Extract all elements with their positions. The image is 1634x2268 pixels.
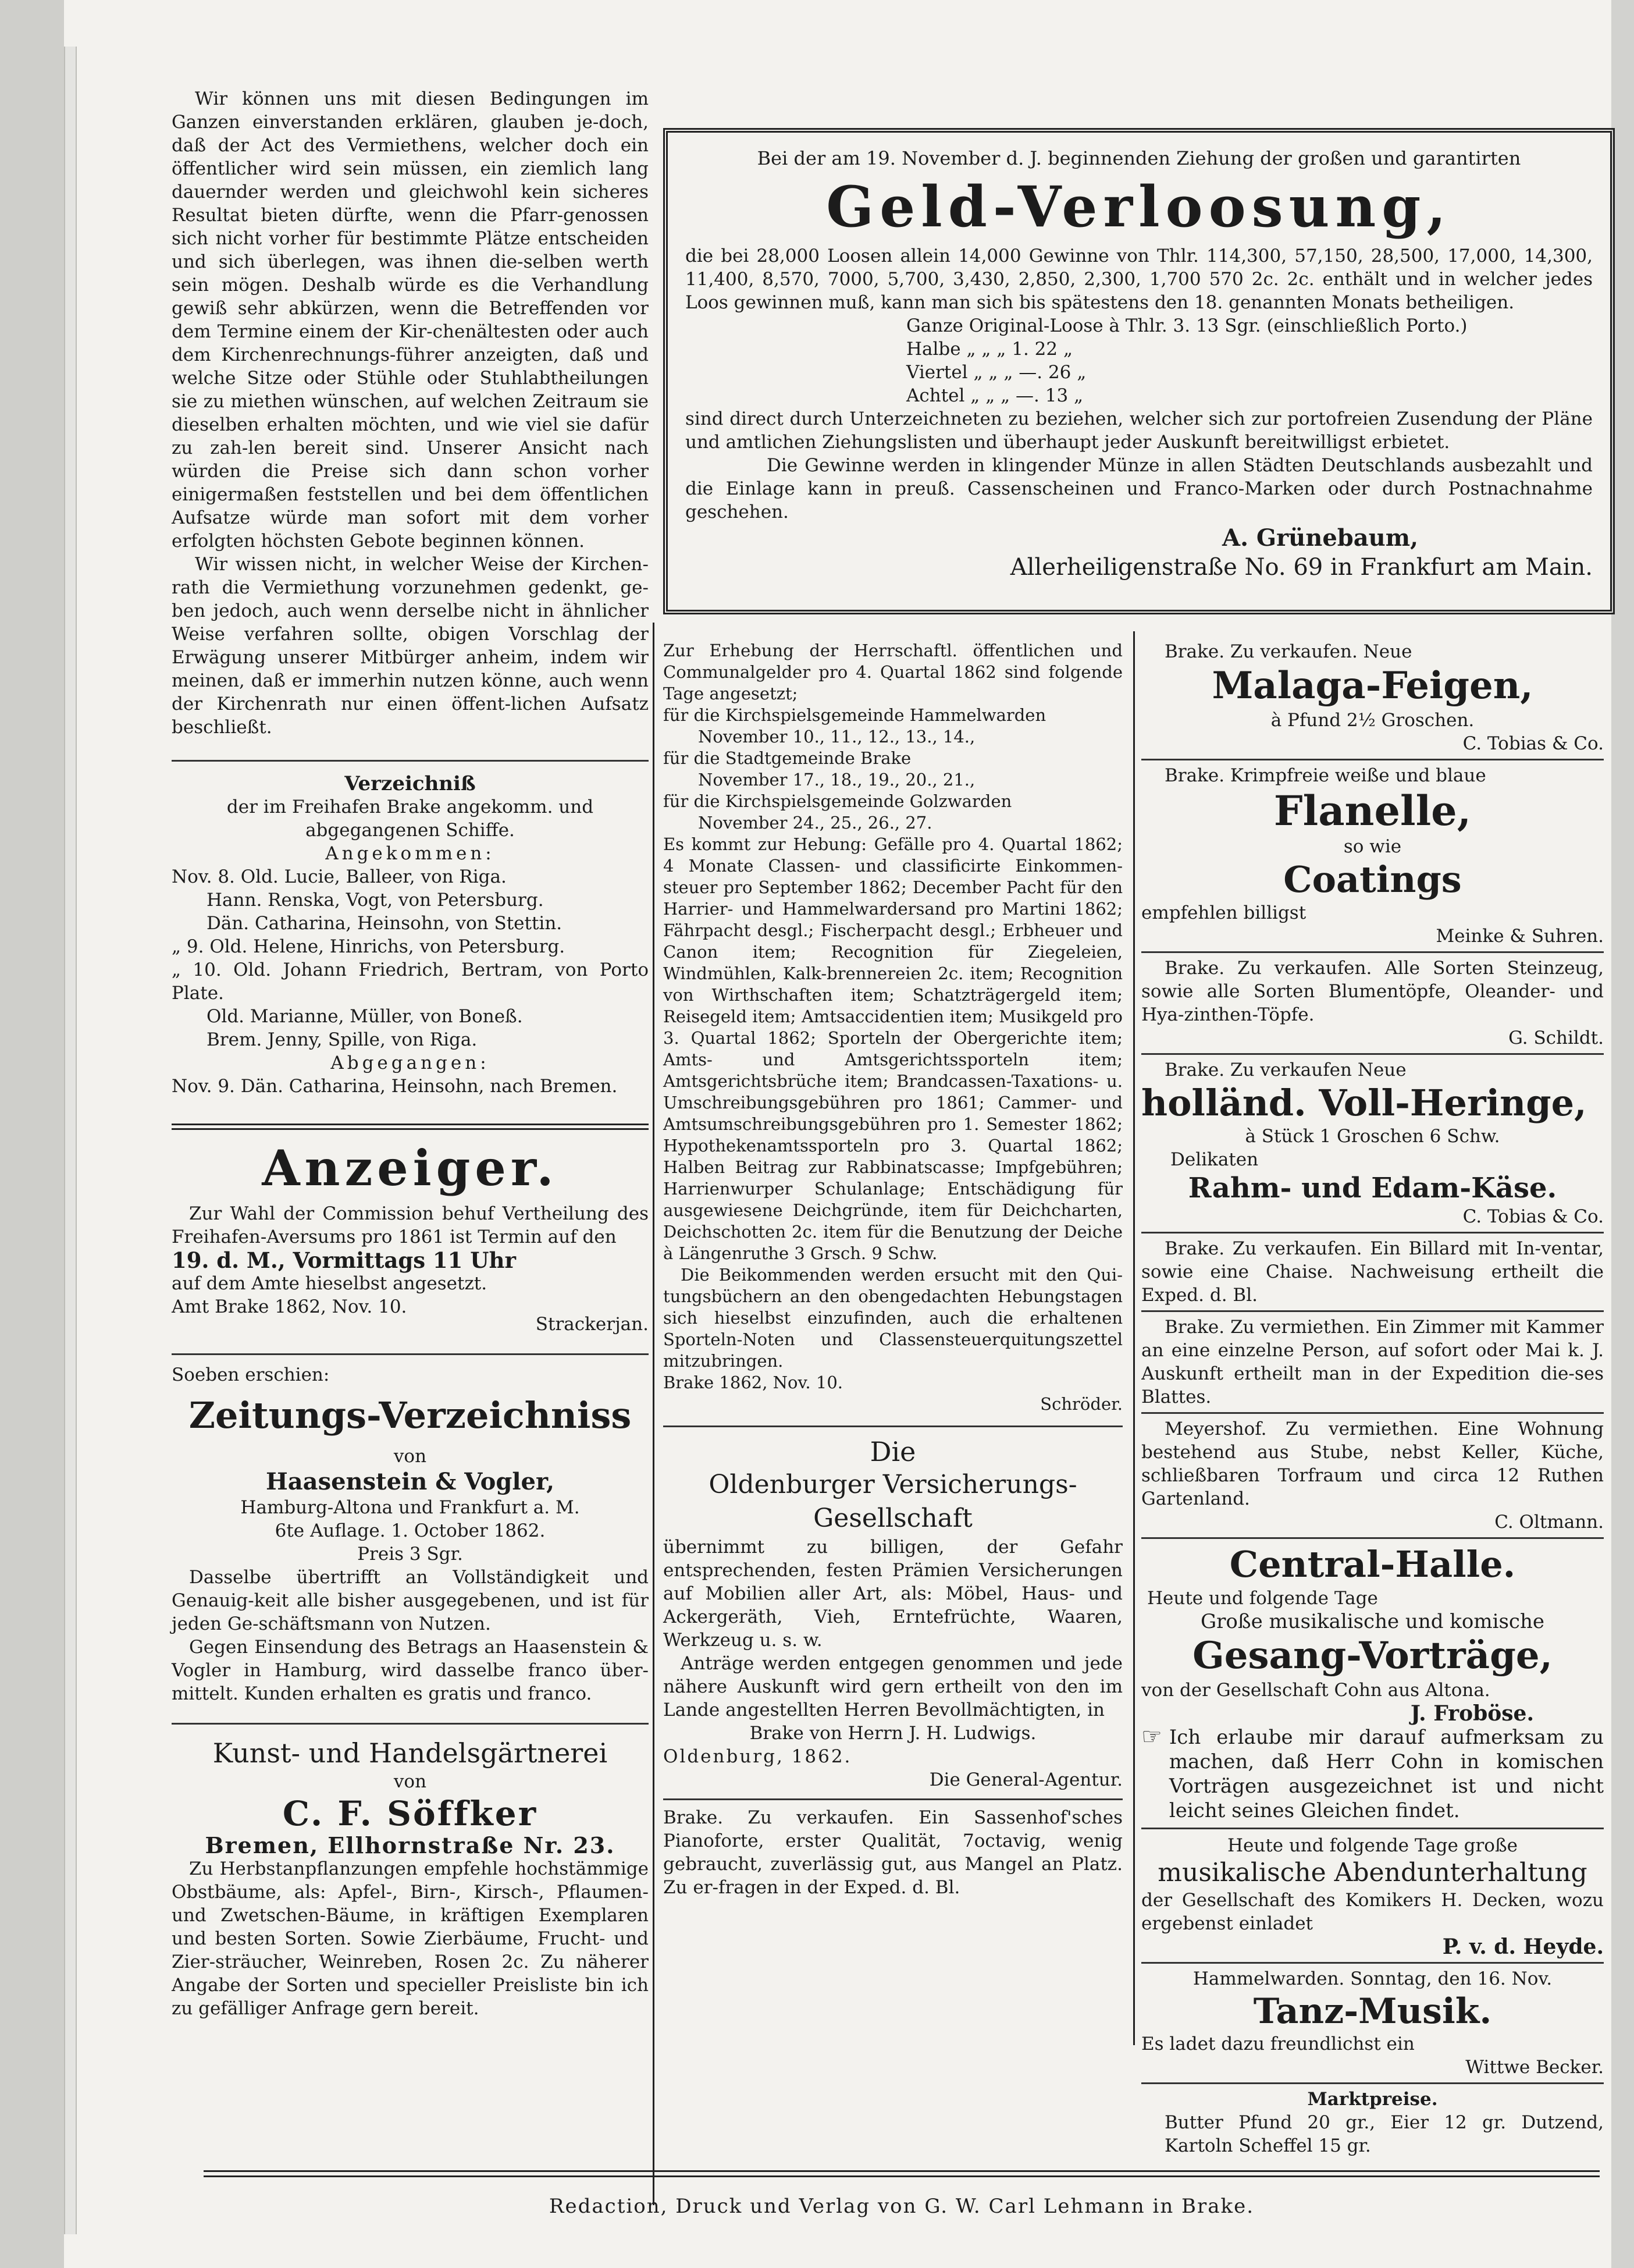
lottery-address: Allerheiligenstraße No. 69 in Frankfurt am Main. [1010, 554, 1593, 581]
zv-text: Dasselbe übertrifft an Vollständigkeit und Genauig-keit alle bisher ausgegebenen, und ist für jeden Ge-schäftsmann von Nutzen. [172, 1567, 649, 1634]
tax-place-date: Brake 1862, Nov. 10. [663, 1373, 843, 1392]
heringe-title: holländ. Voll-Heringe, [1141, 1082, 1587, 1124]
article-paragraph: Wir können uns mit diesen Bedingungen im Ganzen einverstanden erklären, glauben je-doch, daß der Act des Vermiethens, welcher doch ein öffentlicher wird sein müssen, ein ziemlich lang dauernder werden und gleichwohl kein sicheres Resultat bieten dürfte, wenn die Pfarr-genossen sich nicht vorher für bestimmte Plätze entscheiden und sich überlegen, was ihnen die-selben werth sein mögen. Deshalb würde es die Verhandlung gewiß sehr abkürzen, wenn die Betreffenden vor dem Termine einem der Kir-chenältesten oder auch dem Kirchenrechnungs-führer anzeigten, daß und welche Sitze oder Stühle oder Stuhlabtheilungen sie zu miethen wünschen, auf welchen Zeitraum sie dieselben erhalten möchten, und wie viel sie dafür zu zah-len bereit sind. Unserer Ansicht nach würden die Preise sich dann schon vorher einigermaßen feststellen und bei dem öffentlichen Aufsatze würde man sofort mit dem vorher erfolgten höchsten Gebote beginnen können. [172, 88, 649, 552]
ship-entry: Old. Marianne, Müller, von Boneß. [207, 1006, 523, 1027]
lottery-text: Die Gewinne werden in klingender Münze in allen Städten Deutschlands ausbezahlt und die Einlage kann in preuß. Cassenscheinen und Franco-Marken oder durch Postnachnahme geschehen. [685, 455, 1593, 522]
steinzeug-sign: G. Schildt. [1508, 1028, 1604, 1048]
heringe-delikaten: Delikaten [1170, 1149, 1259, 1170]
binding-strip [64, 47, 77, 2234]
ship-list-title: Verzeichniß [344, 772, 476, 795]
tax-date-line: für die Kirchspielsgemeinde Golzwarden [663, 791, 1012, 811]
amt-date: 19. d. M., Vormittags 11 Uhr [172, 1247, 516, 1273]
lottery-ad-frame [663, 128, 1615, 614]
tax-notice: Zur Erhebung der Herrschaftl. öffentlichen und Communalgelder pro 4. Quartal 1862 sind folgende Tage angesetzt; [663, 641, 1123, 703]
amt-place-date: Amt Brake 1862, Nov. 10. [172, 1296, 407, 1317]
ship-entry: Hann. Renska, Vogt, von Petersburg. [207, 890, 544, 911]
tax-items: Es kommt zur Hebung: Gefälle pro 4. Quartal 1862; 4 Monate Classen- und classificirte Einkommen-steuer pro September 1862; December Pacht für den Harrier- und Hammelwardersand pro Martini 1862; Fährpacht desgl.; Fischerpacht desgl.; Erbheuer und Canon item; Recognition für Ziegeleien, Windmühlen, Kalk-brennereien 2c. item; Recognition von Wirthschaften item; Schatzträgergeld item; Reisegeld item; Amtsaccidentien item; Musikgeld pro 3. Quartal 1862; Sporteln der Obergerichte item; Amts- und Amtsgerichtssporteln item; Amtsgerichtsbrüche item; Brandcassen-Taxations- u. Umschreibungsgebühren pro 1861; Cammer- und Amtsumschreibungsgebühren pro 1. Semester 1862; Hypothekenamtssporteln pro 3. Quartal 1862; Halben Beitrag zur Rabbinatscasse; Impfgebühren; Harrienwurper Schulanlage; Entschädigung für ausgewiesene Deichgründe, item für Deichcharten, Deichschotten 2c. item für die Benutzung der Deiche à Längenruthe 3 Grsch. 9 Schw. [663, 834, 1123, 1263]
gt-name: C. F. Söffker [282, 1794, 538, 1833]
gt-text: Zu Herbstanpflanzungen empfehle hochstämmige Obstbäume, als: Apfel-, Birn-, Kirsch-, Pflaumen- und Zwetschen-Bäume, in kräftigen Exemplaren und besten Sorten. Sowie Zierbäume, Frucht- und Zier-sträucher, Weinreben, Rosen 2c. Zu näherer Angabe der Sorten und specieller Preisliste bin ich zu gefälliger Anfrage gern bereit. [172, 1858, 649, 2019]
malaga-sign: C. Tobias & Co. [1462, 733, 1604, 754]
imprint: Redaction, Druck und Verlag von G. W. Carl Lehmann in Brake. [549, 2195, 1255, 2218]
flanell-title: Flanelle, [1273, 787, 1472, 835]
divider [1141, 951, 1604, 953]
anzeiger-heading: Anzeiger. [262, 1139, 558, 1197]
heringe-head: Brake. Zu verkaufen Neue [1165, 1060, 1407, 1080]
divider [1141, 1828, 1604, 1829]
column-right [1141, 640, 1604, 2157]
abend-sub: Heute und folgende Tage große [1227, 1835, 1518, 1856]
gt-title: Kunst- und Handelsgärtnerei [212, 1737, 608, 1769]
zv-title: Zeitungs-Verzeichniss [188, 1394, 632, 1437]
tax-dates [663, 705, 1123, 834]
footer-rule [204, 2170, 1600, 2177]
tax-date-line: November 17., 18., 19., 20., 21., [698, 770, 976, 790]
divider [1141, 1962, 1604, 1964]
tax-notice: Die Beikommenden werden ersucht mit den Qui-tungsbüchern an den obengedachten Hebungstagen sich hieselbst einzufinden, auch die erhaltenen Sporteln-Noten und Classensteuerquitungszettel mitzubringen. [663, 1265, 1123, 1371]
malaga-title: Malaga-Feigen, [1212, 664, 1533, 708]
markt-text: Butter Pfund 20 gr., Eier 12 gr. Dutzend, Kartoln Scheffel 15 gr. [1165, 2112, 1604, 2156]
ins-place: Oldenburg, 1862. [663, 1746, 852, 1767]
centralhalle-note: Ich erlaube mir darauf aufmerksam zu machen, daß Herr Cohn in komischen Vorträgen ausgezeichnet ist und nicht leicht seines Gleichen findet. [1169, 1726, 1604, 1822]
centralhalle-note-row [1141, 1725, 1604, 1823]
pointing-hand-icon: ☞ [1141, 1723, 1162, 1750]
column-rule [653, 623, 654, 2205]
centralhalle-title: Central-Halle. [1229, 1543, 1516, 1586]
gt-von: von [393, 1771, 427, 1792]
gt-place: Bremen, Ellhornstraße Nr. 23. [205, 1832, 615, 1858]
billard-ad: Brake. Zu verkaufen. Ein Billard mit In-ventar, sowie eine Chaise. Nachweisung ertheilt die Exped. d. Bl. [1141, 1238, 1604, 1306]
zv-place: Hamburg-Altona und Frankfurt a. M. [240, 1497, 580, 1518]
amt-notice: auf dem Amte hieselbst angesetzt. [172, 1273, 487, 1294]
ins-text: übernimmt zu billigen, der Gefahr entsprechenden, festen Prämien Versicherungen auf Mobilien aller Art, als: Möbel, Haus- und Ackergeräth, Vieh, Erntefrüchte, Waaren, Werkzeug u. s. w. [663, 1537, 1123, 1651]
flanell-sowie: so wie [1343, 836, 1402, 857]
divider [1141, 1232, 1604, 1233]
divider [1141, 759, 1604, 760]
ship-entry: „ 10. Old. Johann Friedrich, Bertram, von Porto Plate. [172, 959, 649, 1004]
piano-ad: Brake. Zu verkaufen. Ein Sassenhof'sches Pianoforte, erster Qualität, 7octavig, wenig gebraucht, zuverlässig gut, aus Mangel an Platz. Zu er-fragen in der Exped. d. Bl. [663, 1807, 1123, 1898]
tax-date-line: November 24., 25., 26., 27. [698, 813, 932, 833]
zv-intro: Soeben erschien: [172, 1364, 330, 1385]
heringe-price: à Stück 1 Groschen 6 Schw. [1245, 1126, 1500, 1147]
divider [1141, 1310, 1604, 1312]
tanz-text: Es ladet dazu freundlichst ein [1141, 2034, 1415, 2054]
tanz-head: Hammelwarden. Sonntag, den 16. Nov. [1192, 1968, 1553, 1989]
tanz-title: Tanz-Musik. [1253, 1991, 1492, 2032]
zv-von: von [393, 1446, 427, 1467]
abend-text: der Gesellschaft des Komikers H. Decken, wozu ergebenst einladet [1141, 1890, 1604, 1934]
ins-signature: Die General-Agentur. [929, 1769, 1123, 1790]
ins-title: Oldenburger Versicherungs-Gesellschaft [709, 1470, 1077, 1533]
ship-entry: Dän. Catharina, Heinsohn, von Stettin. [207, 913, 563, 934]
gesang-title: Gesang-Vorträge, [1192, 1634, 1553, 1677]
lottery-text: die bei 28,000 Loosen allein 14,000 Gewinne von Thlr. 114,300, 57,150, 28,500, 17,000, 14,300, 11,400, 8,570, 7000, 5,700, 3,430, 2,850, 2,300, 1,700 570 2c. 2c. enthält und in welcher jedes Loos gewinnen muß, kann man sich bis spätestens den 18. genannten Monats betheiligen. [685, 246, 1593, 313]
column-middle [663, 640, 1123, 1899]
tax-date-line: für die Stadtgemeinde Brake [663, 748, 912, 768]
lottery-price: Halbe „ „ „ 1. 22 „ [906, 339, 1073, 360]
lottery-price: Viertel „ „ „ —. 26 „ [906, 362, 1087, 383]
lottery-sign: A. Grünebaum, [1222, 524, 1418, 552]
ship-entry: Brem. Jenny, Spille, von Riga. [207, 1029, 478, 1050]
ship-entry: „ 9. Old. Helene, Hinrichs, von Petersburg. [172, 936, 565, 957]
steinzeug-ad: Brake. Zu verkaufen. Alle Sorten Steinzeug, sowie alle Sorten Blumentöpfe, Oleander- und Hya-zinthen-Töpfe. [1141, 958, 1604, 1025]
zv-price: Preis 3 Sgr. [357, 1544, 463, 1565]
flanell-text: empfehlen billigst [1141, 902, 1307, 923]
lottery-title: Geld-Verloosung, [826, 174, 1452, 240]
amt-signature: Strackerjan. [535, 1314, 649, 1335]
flanell-sign: Meinke & Suhren. [1436, 926, 1604, 947]
malaga-head: Brake. Zu verkaufen. Neue [1165, 641, 1412, 662]
zv-text: Gegen Einsendung des Betrags an Haasenstein & Vogler in Hamburg, wird dasselbe franco über-mittelt. Kunden erhalten es gratis und franco. [172, 1637, 649, 1704]
arrived-label: Angekommen: [325, 843, 495, 864]
centralhalle-sign: J. Froböse. [1410, 1701, 1534, 1726]
ins-agent: Brake von Herrn J. H. Ludwigs. [749, 1723, 1037, 1744]
amt-signature-row [172, 1295, 649, 1336]
divider [663, 1426, 1123, 1427]
lottery-price: Ganze Original-Loose à Thlr. 3. 13 Sgr. (einschließlich Porto.) [906, 315, 1468, 336]
ins-die: Die [870, 1436, 916, 1467]
tax-signature: Schröder. [1040, 1394, 1123, 1414]
article-paragraph: Wir wissen nicht, in welcher Weise der Kirchen-rath die Vermiethung vorzunehmen gedenkt, ge-ben jedoch, auch wenn derselbe nicht in ähnlicher Weise verfahren sollte, obigen Vorschlag der Erwägung unserer Mitbürger anheim, indem wir meinen, daß er immerhin nutzen könne, auch wenn der Kirchenrath nur einen öffent-lichen Aufsatz beschließt. [172, 554, 649, 738]
zimmer-ad: Brake. Zu vermiethen. Ein Zimmer mit Kammer an eine einzelne Person, auf sofort oder Mai k. J. Auskunft ertheilt man in der Expedition die-ses Blattes. [1141, 1317, 1604, 1407]
departed-label: Abgegangen: [330, 1053, 490, 1073]
divider [172, 1353, 649, 1355]
meyershof-sign: C. Oltmann. [1494, 1512, 1604, 1533]
markt-title: Marktpreise. [1307, 2089, 1438, 2110]
ship-entry: Nov. 9. Dän. Catharina, Heinsohn, nach Bremen. [172, 1076, 618, 1097]
lottery-intro: Bei der am 19. November d. J. beginnenden Ziehung der großen und garantirten [757, 147, 1521, 169]
tax-date-line: für die Kirchspielsgemeinde Hammelwarden [663, 705, 1046, 725]
meyershof-ad: Meyershof. Zu vermiethen. Eine Wohnung bestehend aus Stube, nebst Keller, Küche, schließbaren Torfraum und circa 12 Ruthen Gartenland. [1141, 1419, 1604, 1509]
divider [1141, 1537, 1604, 1539]
divider [1141, 1412, 1604, 1414]
centralhalle-sub: Heute und folgende Tage [1147, 1588, 1378, 1609]
kaese-title: Rahm- und Edam-Käse. [1188, 1172, 1557, 1204]
divider [1141, 1053, 1604, 1055]
heringe-sign: C. Tobias & Co. [1462, 1206, 1604, 1227]
column-left [172, 87, 649, 2020]
divider [1141, 2082, 1604, 2084]
abend-sign: P. v. d. Heyde. [1442, 1935, 1604, 1959]
ship-entry: Nov. 8. Old. Lucie, Balleer, von Riga. [172, 866, 507, 887]
arrived-list [172, 865, 649, 1051]
zv-edition: 6te Auflage. 1. October 1862. [275, 1520, 546, 1541]
ship-list-subtitle: der im Freihafen Brake angekomm. und abgegangenen Schiffe. [226, 797, 594, 841]
ins-text: Anträge werden entgegen genommen und jede nähere Auskunft wird gern ertheilt von den im Lande angestellten Herren Bevollmächtigten, in [663, 1653, 1123, 1720]
flanell-head: Brake. Krimpfreie weiße und blaue [1165, 765, 1486, 786]
divider [172, 1723, 649, 1725]
centralhalle-by: von der Gesellschaft Cohn aus Altona. [1141, 1680, 1490, 1701]
tax-date-line: November 10., 11., 12., 13., 14., [698, 727, 976, 746]
coatings-title: Coatings [1283, 858, 1462, 901]
divider [172, 760, 649, 762]
column-rule [1133, 631, 1135, 2045]
lottery-price: Achtel „ „ „ —. 13 „ [906, 385, 1084, 406]
tanz-sign: Wittwe Becker. [1465, 2057, 1604, 2078]
amt-notice: Zur Wahl der Commission behuf Vertheilung des Freihafen-Aversums pro 1861 ist Termin auf den [172, 1203, 649, 1247]
divider [663, 1798, 1123, 1800]
double-divider [172, 1124, 649, 1130]
lottery-price-list [685, 314, 1593, 407]
centralhalle-sub2: Große musikalische und komische [1201, 1610, 1544, 1633]
zv-firm: Haasenstein & Vogler, [265, 1468, 555, 1495]
malaga-price: à Pfund 2½ Groschen. [1270, 710, 1475, 731]
lottery-text: sind direct durch Unterzeichneten zu beziehen, welcher sich zur portofreien Zusendung der Pläne und amtlichen Ziehungslisten und überhaupt jeder Auskunft bereitwilligst erbietet. [685, 408, 1593, 453]
abend-title: musikalische Abendunterhaltung [1158, 1858, 1587, 1887]
page-left-shadow [0, 0, 64, 2268]
